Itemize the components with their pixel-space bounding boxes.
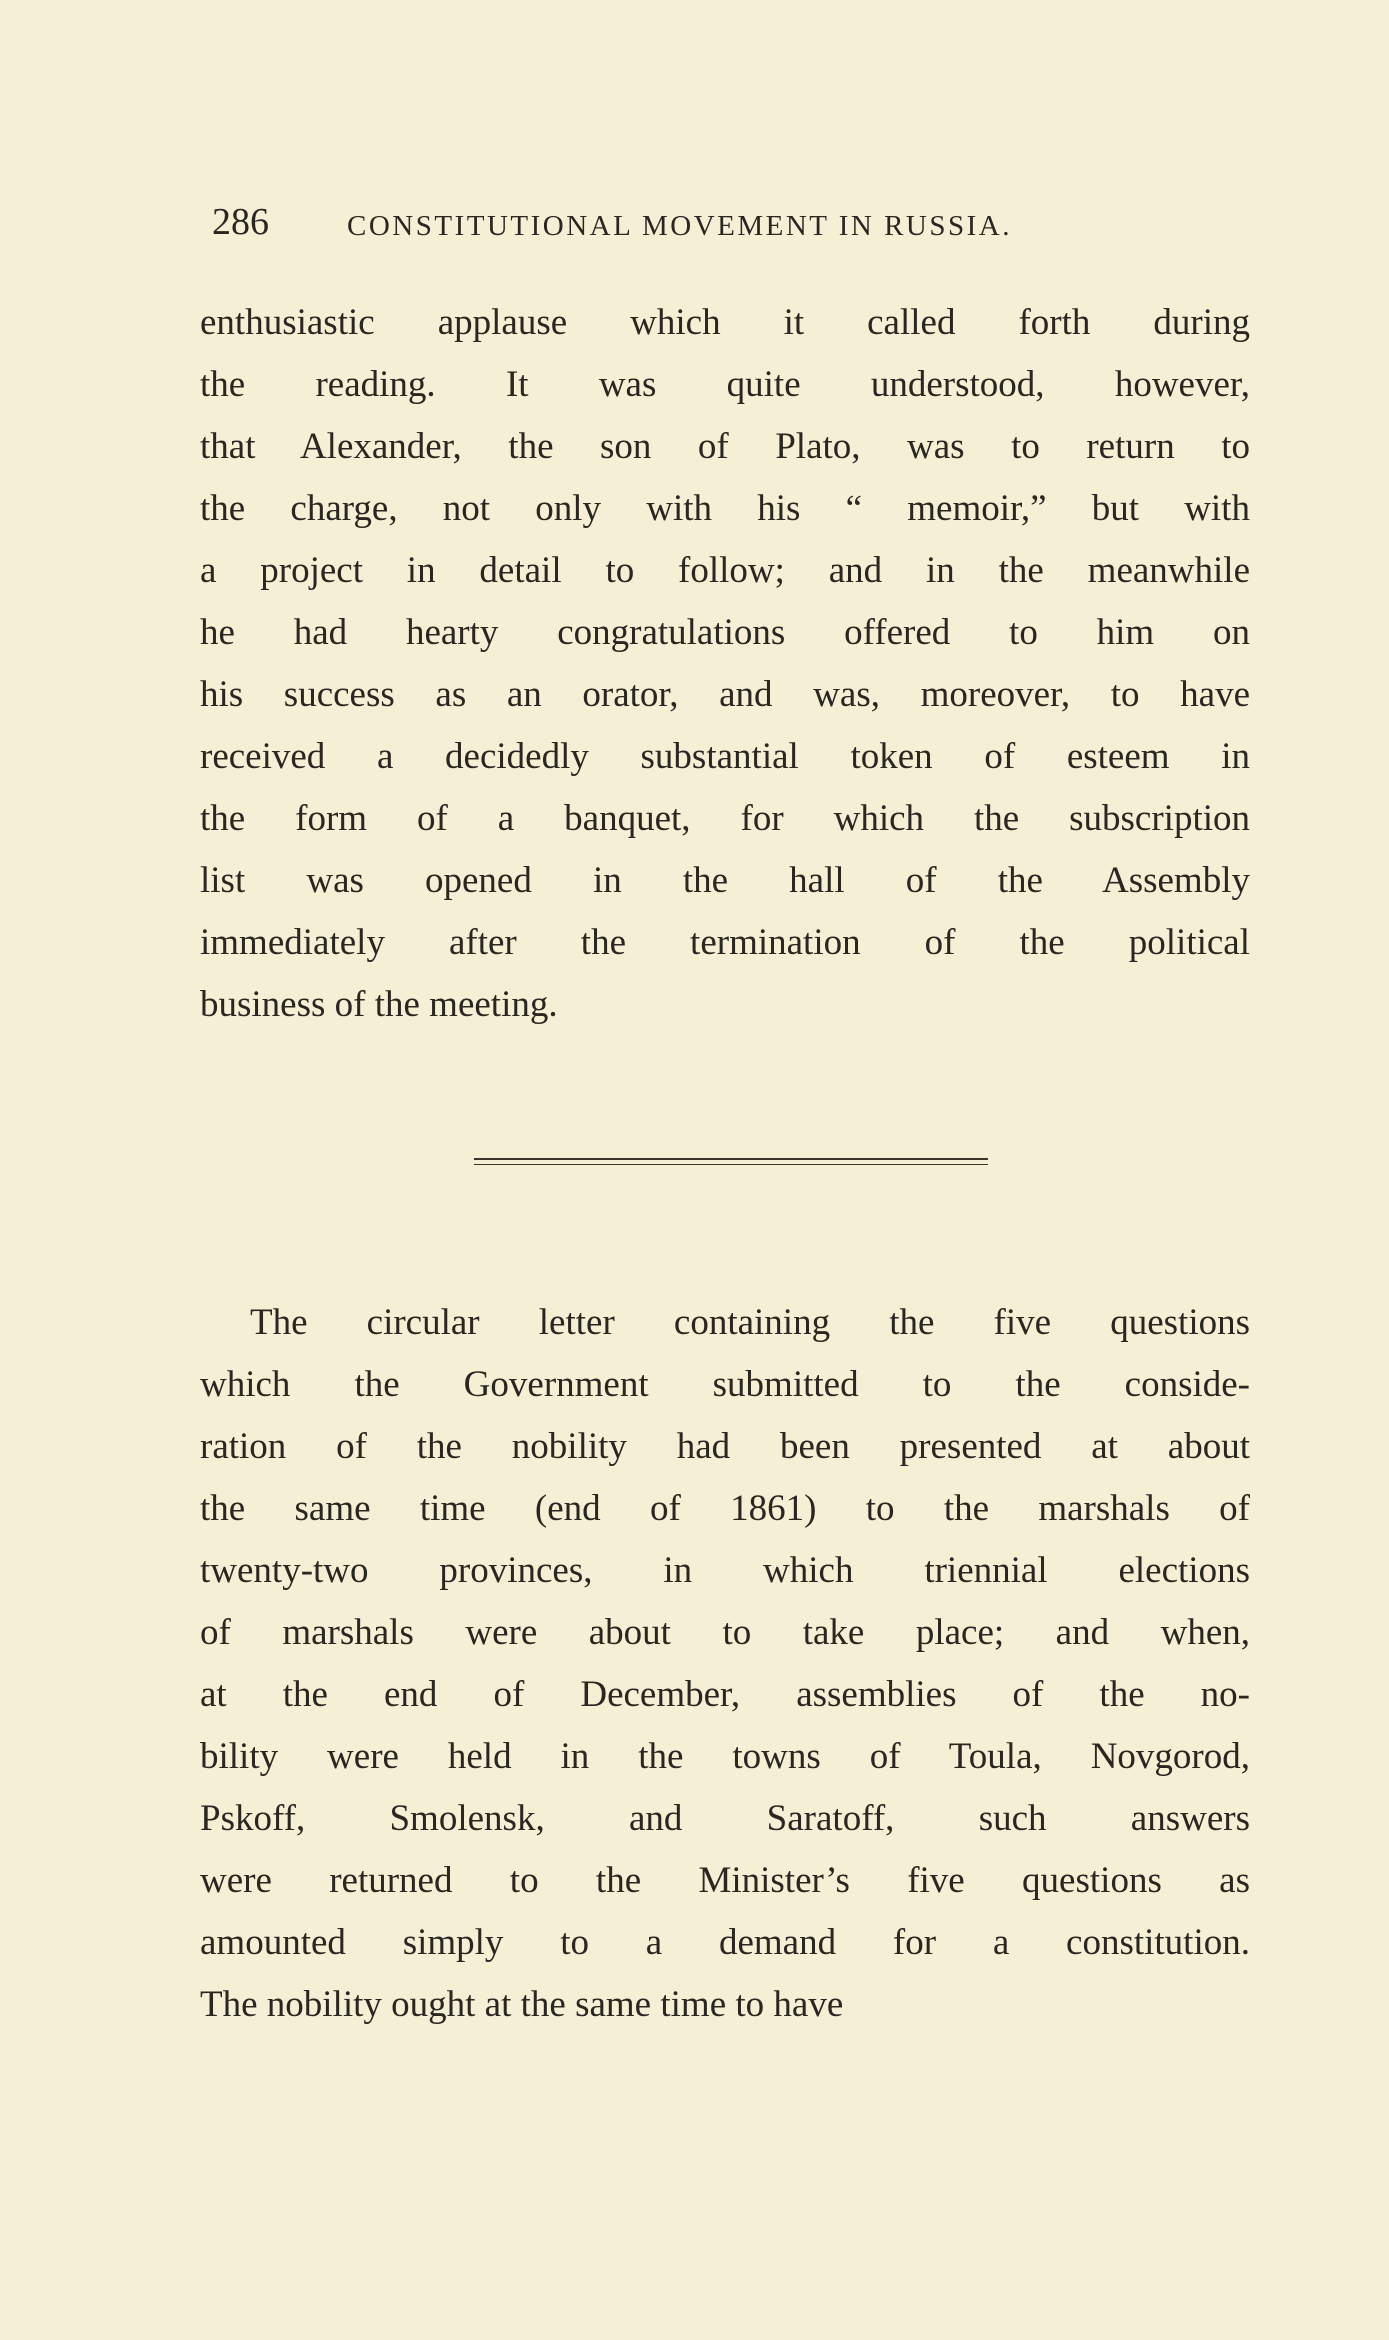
text-line: The nobility ought at the same time to have (200, 1984, 844, 2025)
text-line: enthusiastic applause which it called forth during (200, 302, 1250, 343)
text-line: immediately after the termination of the political (200, 922, 1250, 963)
text-line: his success as an orator, and was, moreover, to have (200, 674, 1250, 715)
paragraph-2 (200, 1292, 1250, 2036)
text-line: the same time (end of 1861) to the marshals of (200, 1488, 1250, 1529)
text-line: were returned to the Minister’s five questions as (200, 1860, 1250, 1901)
paragraph-1 (200, 292, 1250, 1036)
text-line: bility were held in the towns of Toula, Novgorod, (200, 1736, 1250, 1777)
page-number: 286 (212, 201, 269, 243)
text-line: he had hearty congratulations offered to him on (200, 612, 1250, 653)
running-header (212, 200, 1252, 250)
text-line: at the end of December, assemblies of the no- (200, 1674, 1250, 1715)
text-line: the charge, not only with his “ memoir,” but with (200, 488, 1250, 529)
text-line: twenty-two provinces, in which triennial elections (200, 1550, 1250, 1591)
text-line: a project in detail to follow; and in the meanwhile (200, 550, 1250, 591)
running-title: CONSTITUTIONAL MOVEMENT IN RUSSIA. (347, 210, 1012, 242)
text-line: business of the meeting. (200, 984, 558, 1025)
text-line: list was opened in the hall of the Assembly (200, 860, 1250, 901)
text-line: ration of the nobility had been presented at about (200, 1426, 1250, 1467)
text-line: of marshals were about to take place; and when, (200, 1612, 1250, 1653)
text-line: which the Government submitted to the conside- (200, 1364, 1250, 1405)
text-line: Pskoff, Smolensk, and Saratoff, such answers (200, 1798, 1250, 1839)
text-line: received a decidedly substantial token of esteem in (200, 736, 1250, 777)
text-line: the form of a banquet, for which the subscription (200, 798, 1250, 839)
section-divider-rule (474, 1158, 988, 1165)
text-line: that Alexander, the son of Plato, was to return to (200, 426, 1250, 467)
text-line: The circular letter containing the five questions (250, 1302, 1250, 1343)
text-line: the reading. It was quite understood, however, (200, 364, 1250, 405)
text-line: amounted simply to a demand for a constitution. (200, 1922, 1250, 1963)
